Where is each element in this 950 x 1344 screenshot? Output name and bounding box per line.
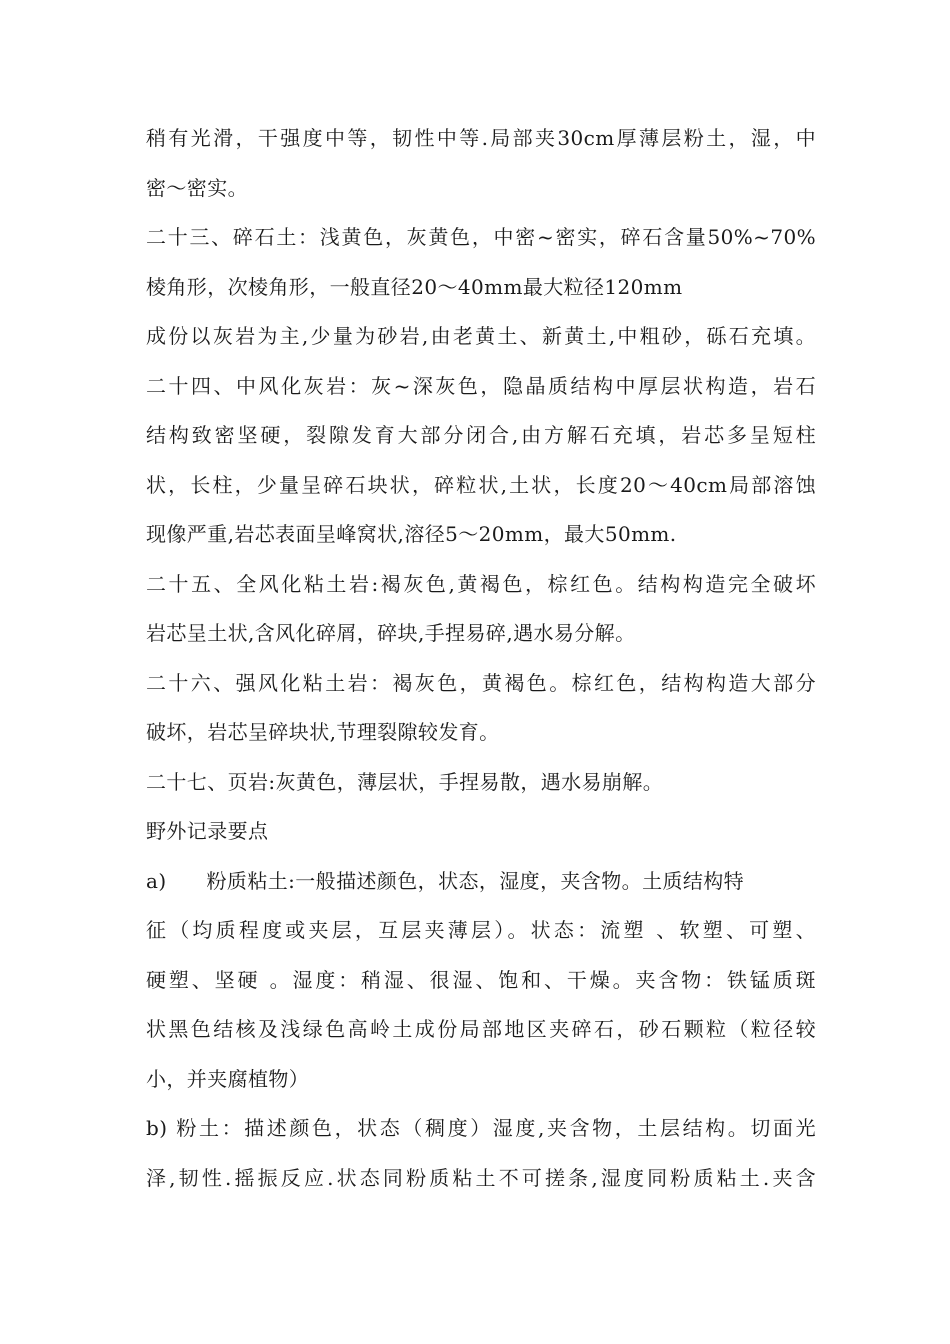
- text-line: 成份以灰岩为主,少量为砂岩,由老黄土、新黄土,中粗砂，砾石充填。: [146, 324, 816, 348]
- text-line: 现像严重,岩芯表面呈峰窝状,溶径5～20mm，最大50mm.: [146, 522, 677, 546]
- text-line: 二十六、强风化粘土岩：褐灰色，黄褐色。棕红色，结构构造大部分: [146, 670, 816, 695]
- text-line: 二十五、全风化粘土岩:褐灰色,黄褐色，棕红色。结构构造完全破坏: [146, 571, 816, 596]
- text-line: 岩芯呈土状,含风化碎屑，碎块,手捏易碎,遇水易分解。: [146, 621, 636, 645]
- text-line: 破坏，岩芯呈碎块状,节理裂隙较发育。: [146, 720, 500, 744]
- text-line: 密～密实。: [146, 175, 248, 200]
- text-line: 二十四、中风化灰岩：灰~深灰色，隐晶质结构中厚层状构造，岩石: [146, 373, 816, 398]
- text-line: 泽,韧性.摇振反应.状态同粉质粘土不可搓条,湿度同粉质粘土.夹含: [146, 1165, 816, 1190]
- text-line: 稍有光滑，干强度中等，韧性中等.局部夹30cm厚薄层粉土，湿，中: [146, 126, 816, 150]
- document-body: [146, 117, 816, 1206]
- list-item-a: [146, 860, 816, 910]
- list-marker: a): [146, 868, 167, 893]
- text-line: 小，并夹腐植物）: [146, 1066, 310, 1091]
- text-line: 结构致密坚硬，裂隙发育大部分闭合,由方解石充填，岩芯多呈短柱: [146, 423, 816, 447]
- text-line: 征（均质程度或夹层，互层夹薄层）。状态：流塑 、软塑、可塑、: [146, 918, 816, 942]
- text-line: 二十三、碎石土：浅黄色，灰黄色，中密~密实，碎石含量50%~70%: [146, 225, 816, 249]
- text-line: 状黑色结核及浅绿色高岭土成份局部地区夹碎石，砂石颗粒（粒径较: [146, 1017, 816, 1041]
- text-line: 状，长柱，少量呈碎石块状，碎粒状,土状，长度20～40cm局部溶蚀: [146, 472, 816, 497]
- section-heading: 野外记录要点: [146, 819, 269, 843]
- list-item-b: b) 粉土：描述颜色，状态（稠度）湿度,夹含物，土层结构。切面光: [146, 1116, 816, 1140]
- text-line: 二十七、页岩:灰黄色，薄层状，手捏易散，遇水易崩解。: [146, 769, 664, 794]
- text-line: 硬塑、坚硬 。湿度：稍湿、很湿、饱和、干燥。夹含物：铁锰质斑: [146, 967, 816, 992]
- text-line: 棱角形，次棱角形，一般直径20～40mm最大粒径120mm: [146, 274, 683, 299]
- list-item-text: 粉质粘土:一般描述颜色，状态，湿度，夹含物。土质结构特: [206, 868, 745, 893]
